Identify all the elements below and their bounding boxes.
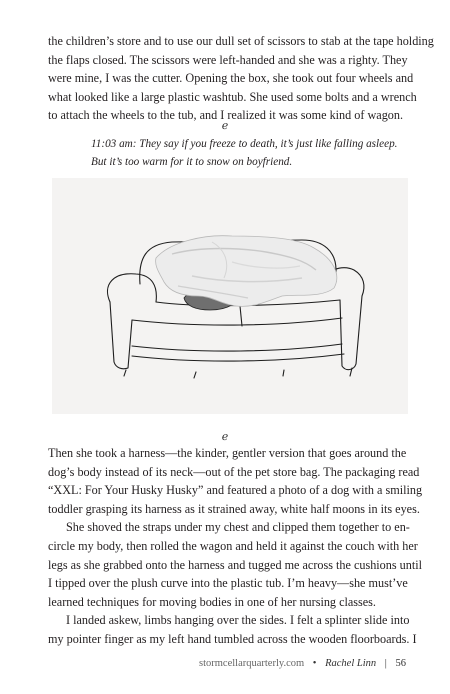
couch-illustration xyxy=(52,178,408,414)
poem-line: 11:03 am: They say if you freeze to death, it’s just like falling asleep. xyxy=(91,138,398,150)
poem-line: But it’s too warm for it to snow on boyfriend. xyxy=(91,156,293,168)
right-armrest-front xyxy=(340,296,362,370)
text-line: circle my body, then rolled the wagon and held it against the couch with her xyxy=(48,538,418,553)
couch-base-front xyxy=(132,344,342,351)
text-line: learned techniques for moving bodies in one of her nursing classes. xyxy=(48,594,376,609)
text-line: legs as she grabbed onto the harness and tugged me across the cushions until xyxy=(48,557,423,572)
couch-leg-mid-left xyxy=(194,372,196,378)
text-line: the children’s store and to use our dull set of scissors to stab at the tape holding xyxy=(48,34,434,48)
left-armrest-top xyxy=(108,274,157,302)
footer-author: Rachel Linn xyxy=(325,658,377,669)
couch-drawing xyxy=(52,178,408,414)
body-text xyxy=(48,444,423,649)
text-line: She shoved the straps under my chest and clipped them together to en- xyxy=(66,520,410,535)
text-line: my pointer finger as my left hand tumbled across the wooden floorboards. I xyxy=(48,631,417,646)
text-line: toddler grasping its harness as it strained away, white half moons in its eyes. xyxy=(48,501,420,516)
footer-separator: | xyxy=(384,658,387,669)
text-line: I tipped over the plush curve into the plastic tub. I’m heavy—she must’ve xyxy=(48,576,408,591)
text-line: dog’s body instead of its neck—out of the pet store bag. The packaging read xyxy=(48,464,420,479)
poem-block xyxy=(91,135,397,171)
footer-site-link[interactable]: stormcellarquarterly.com xyxy=(199,658,305,669)
text-line: what looked like a large plastic washtub. She used some bolts and a wrench xyxy=(48,89,417,104)
text-line: I landed askew, limbs hanging over the sides. I felt a splinter slide into xyxy=(66,613,410,628)
ornament-divider xyxy=(0,120,450,132)
ornament-glyph: ℯ xyxy=(221,431,229,443)
ornament-divider xyxy=(0,431,450,443)
footer-bullet: • xyxy=(312,658,317,669)
ornament-glyph: ℯ xyxy=(221,120,229,132)
paragraph xyxy=(48,518,423,611)
paragraph xyxy=(48,444,423,518)
paragraph-top xyxy=(48,32,434,125)
text-line: the flaps closed. The scissors were left-handed and she was a righty. They xyxy=(48,52,408,67)
cushion-seam xyxy=(240,306,242,326)
text-line: Then she took a harness—the kinder, gentler version that goes around the xyxy=(48,446,407,460)
white-blanket xyxy=(156,236,337,307)
couch-leg-left xyxy=(124,370,126,376)
couch-leg-mid-right xyxy=(283,370,284,376)
left-armrest-front xyxy=(110,302,132,369)
text-line: to attach the wheels to the tub, and I realized it was some kind of wagon. xyxy=(48,108,404,123)
text-line: “XXL: For Your Husky Husky” and featured a photo of a dog with a smiling xyxy=(48,483,423,498)
paragraph xyxy=(48,611,417,648)
seat-cushion-bottom xyxy=(132,318,342,325)
couch-base-lower xyxy=(132,354,344,361)
page-number: 56 xyxy=(395,658,406,669)
page-footer xyxy=(0,658,406,669)
text-line: were mine, I was the cutter. Opening the box, she took out four wheels and xyxy=(48,71,414,86)
